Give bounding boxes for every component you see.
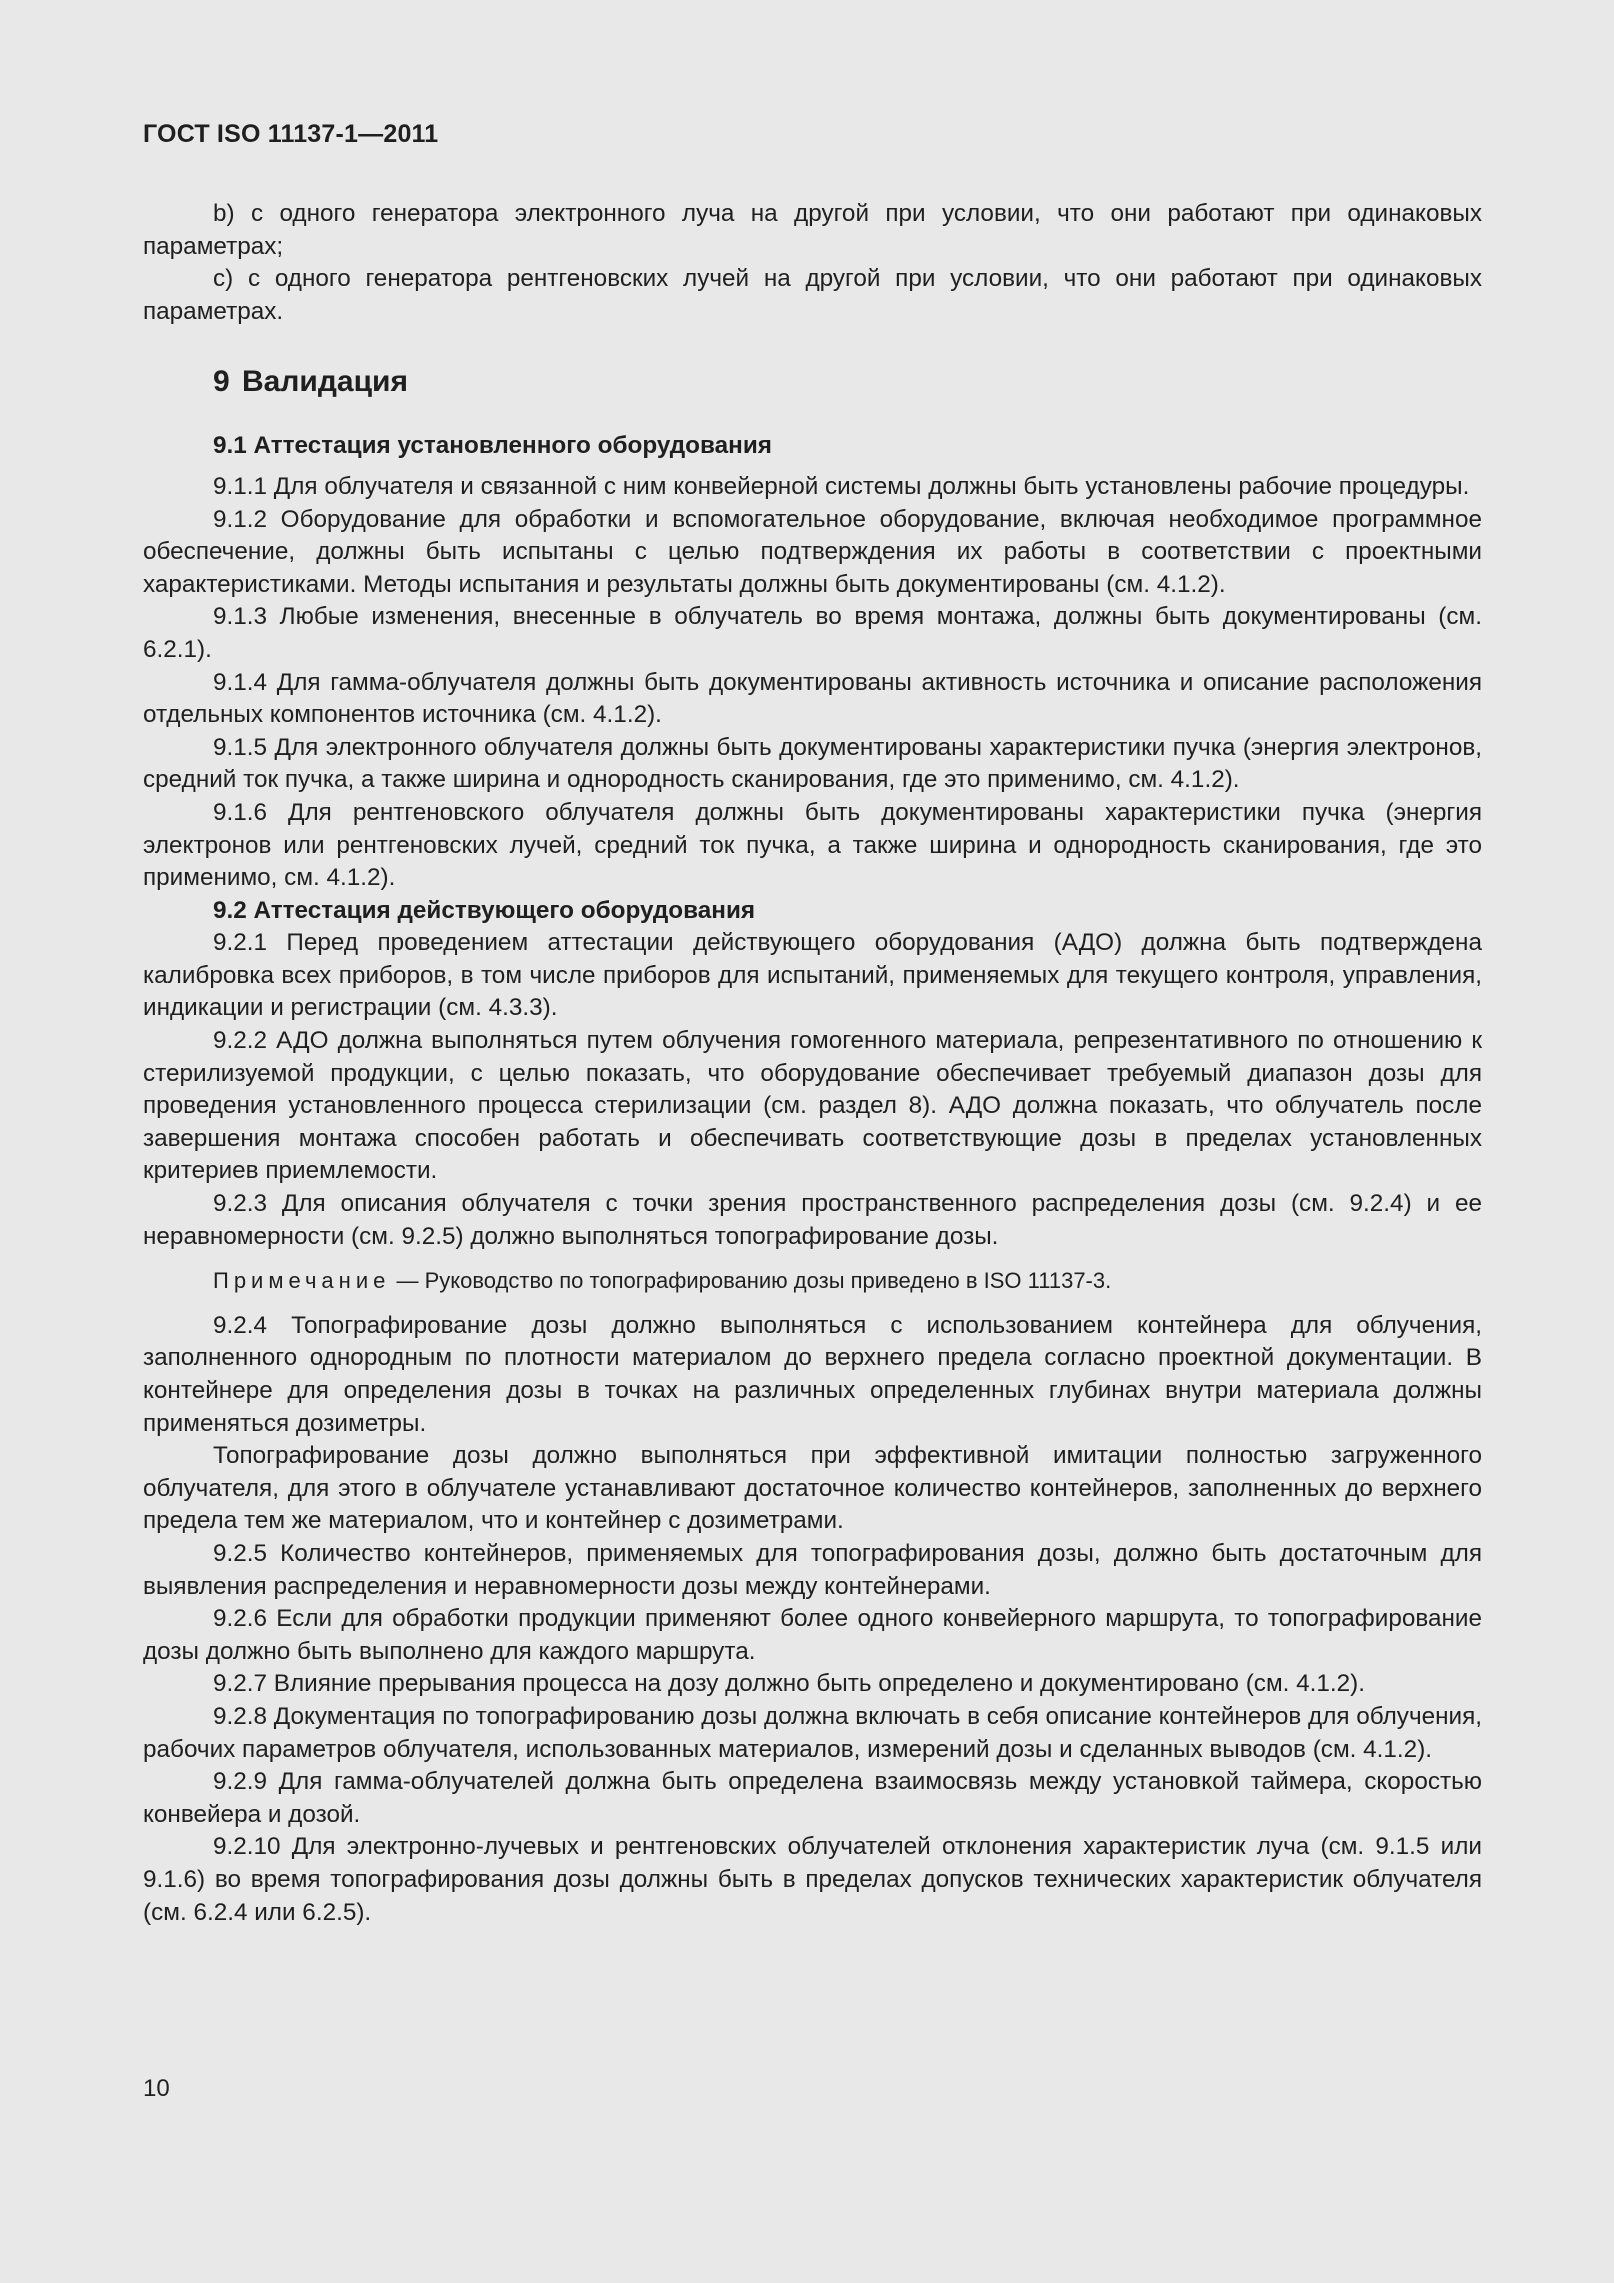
paragraph-9-2-9: 9.2.9 Для гамма-облучателей должна быть определена взаимосвязь между установкой таймера, скоростью конвейера и дозой. bbox=[143, 1768, 1482, 1828]
paragraph-c: с) с одного генератора рентгеновских лучей на другой при условии, что они работают при одинаковых параметрах. bbox=[143, 265, 1482, 325]
paragraph-9-2-7: 9.2.7 Влияние прерывания процесса на дозу должно быть определено и документировано (см. 4.1.2). bbox=[213, 1670, 1366, 1698]
note-label: Примечание bbox=[213, 1268, 391, 1294]
subsection-title-9-1: 9.1 Аттестация установленного оборудования bbox=[213, 432, 772, 460]
paragraph-b: b) с одного генератора электронного луча на другой при условии, что они работают при одинаковых параметрах; bbox=[143, 200, 1482, 260]
paragraph-9-1-4: 9.1.4 Для гамма-облучателя должны быть документированы активность источника и описание расположения отдельных компонентов источника (см. 4.1.2). bbox=[143, 668, 1482, 729]
paragraph-9-1-5: 9.1.5 Для электронного облучателя должны быть документированы характеристики пучка (энергия электронов, средний ток пучка, а также ширина и однородность сканирования, где это применимо, см. 4.1.2). bbox=[143, 733, 1482, 794]
section-title-9: 9 Валидация bbox=[213, 365, 408, 399]
paragraph-9-2-4: 9.2.4 Топографирование дозы должно выполняться с использованием контейнера для облучения, заполненного однородным по плотности материалом до верхнего предела согласно проектной документации. В контейнере для определения дозы в точках на различных определенных глубинах внутри материала должны применяться дозиметры. bbox=[143, 1311, 1482, 1437]
paragraph-9-1-3: 9.1.3 Любые изменения, внесенные в облучатель во время монтажа, должны быть документированы (см. 6.2.1). bbox=[143, 603, 1482, 663]
note-text: — Руководство по топографированию дозы приведено в ISO 11137-3. bbox=[390, 1268, 1112, 1294]
document-body bbox=[143, 198, 1482, 1929]
page-number: 10 bbox=[143, 2075, 170, 2102]
paragraph-9-2-5: 9.2.5 Количество контейнеров, применяемых для топографирования дозы, должно быть достаточным для выявления распределения и неравномерности дозы между контейнерами. bbox=[143, 1539, 1482, 1600]
paragraph-9-2-2: 9.2.2 АДО должна выполняться путем облучения гомогенного материала, репрезентативного по отношению к стерилизуемой продукции, с целью показать, что оборудование обеспечивает требуемый диапазон дозы для проведения установленного процесса стерилизации (см. раздел 8). АДО должна показать, что облучатель после завершения монтажа способен работать и обеспечивать соответствующие дозы в пределах установленных критериев приемлемости. bbox=[143, 1027, 1482, 1185]
paragraph-9-2-8: 9.2.8 Документация по топографированию дозы должна включать в себя описание контейнеров для облучения, рабочих параметров облучателя, использованных материалов, измерений дозы и сделанных выводов (см. 4.1.2). bbox=[143, 1702, 1483, 1763]
paragraph-9-1-6: 9.1.6 Для рентгеновского облучателя должны быть документированы характеристики пучка (энергия электронов или рентгеновских лучей, средний ток пучка, а также ширина и однородность сканирования, где это применимо, см. 4.1.2). bbox=[143, 798, 1482, 892]
note bbox=[143, 1265, 1482, 1298]
paragraph-9-2-1: 9.2.1 Перед проведением аттестации действующего оборудования (АДО) должна быть подтверждена калибровка всех приборов, в том числе приборов для испытаний, применяемых для текущего контроля, управления, индикации и регистрации (см. 4.3.3). bbox=[143, 929, 1482, 1022]
paragraph-9-1-1: 9.1.1 Для облучателя и связанной с ним конвейерной системы должны быть установлены рабочие процедуры. bbox=[213, 472, 1470, 500]
paragraph-9-2-4-continued: Топографирование дозы должно выполняться при эффективной имитации полностью загруженного облучателя, для этого в облучателе устанавливают достаточное количество контейнеров, заполненных до верхнего предела тем же материалом, что и контейнер с дозиметрами. bbox=[143, 1442, 1482, 1535]
paragraph-9-2-10: 9.2.10 Для электронно-лучевых и рентгеновских облучателей отклонения характеристик луча (см. 9.1.5 или 9.1.6) во время топографирования дозы должны быть в пределах допусков технических характеристик облучателя (см. 6.2.4 или 6.2.5). bbox=[143, 1833, 1482, 1926]
document-header: ГОСТ ISO 11137-1—2011 bbox=[143, 120, 439, 148]
paragraph-9-2-6: 9.2.6 Если для обработки продукции применяют более одного конвейерного маршрута, то топографирование дозы должно быть выполнено для каждого маршрута. bbox=[143, 1605, 1482, 1665]
paragraph-9-1-2: 9.1.2 Оборудование для обработки и вспомогательное оборудование, включая необходимое программное обеспечение, должны быть испытаны с целью подтверждения их работы в соответствии с проектными характеристиками. Методы испытания и результаты должны быть документированы (см. 4.1.2). bbox=[143, 505, 1482, 598]
subsection-title-9-2: 9.2 Аттестация действующего оборудования bbox=[213, 896, 756, 924]
paragraph-9-2-3: 9.2.3 Для описания облучателя с точки зрения пространственного распределения дозы (см. 9.2.4) и ее неравномерности (см. 9.2.5) должно выполняться топографирование дозы. bbox=[143, 1190, 1482, 1250]
